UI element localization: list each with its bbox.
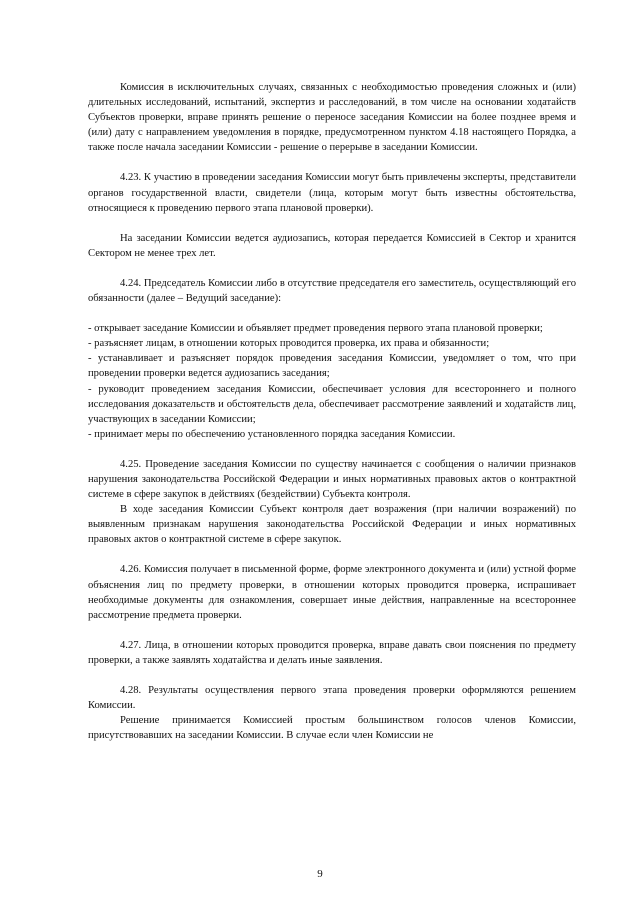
paragraph-4-23: 4.23. К участию в проведении заседания Комиссии могут быть привлечены эксперты, представители органов государственной власти, свидетели (лица, которым могут быть известны обстоятельства, относящиеся к проведению первого этапа плановой проверки). (88, 172, 576, 214)
paragraph-postponement: Комиссия в исключительных случаях, связанных с необходимостью проведения сложных и (или) длительных исследований, испытаний, экспертиз и расследований, в том числе на основании ходатайств Субъектов проверки, вправе принять решение о переносе заседания Комиссии на более позднее время и (или) дату с направлением уведомления в порядке, предусмотренном пунктом 4.18 настоящего Порядка, а также после начала заседании Комиссии - решение о перерыве в заседании Комиссии. (88, 82, 576, 154)
list-item: - устанавливает и разъясняет порядок проведения заседания Комиссии, уведомляет о том, что при проведении проверки ведется аудиозапись заседания; (88, 353, 576, 380)
paragraph-4-26: 4.26. Комиссия получает в письменной форме, форме электронного документа и (или) устной форме объяснения лиц по предмету проверки, в отношении которых проводится проверка, испрашивает необходимые документы для ознакомления, совершает иные действия, направленные на всестороннее рассмотрение предмета проверки. (88, 564, 576, 621)
document-body (88, 80, 576, 743)
list-item: - открывает заседание Комиссии и объявляет предмет проведения первого этапа плановой проверки; (88, 323, 543, 335)
list-item: - принимает меры по обеспечению установленного порядка заседания Комиссии. (88, 428, 456, 440)
paragraph-decision: Решение принимается Комиссией простым большинством голосов членов Комиссии, присутствовавших на заседании Комиссии. В случае если член Комиссии не (88, 715, 576, 742)
paragraph-4-28: 4.28. Результаты осуществления первого этапа проведения проверки оформляются решением Комиссии. (88, 685, 576, 712)
paragraph-4-27: 4.27. Лица, в отношении которых проводится проверка, вправе давать свои пояснения по предмету проверки, а также заявлять ходатайства и делать иные заявления. (88, 639, 576, 666)
paragraph-4-24: 4.24. Председатель Комиссии либо в отсутствие председателя его заместитель, осуществляющий его обязанности (далее – Ведущий заседание): (88, 277, 576, 305)
paragraph-audio-recording: На заседании Комиссии ведется аудиозапись, которая передается Комиссией в Сектор и хранится Сектором не менее трех лет. (88, 232, 576, 259)
paragraph-objections: В ходе заседания Комиссии Субъект контроля дает возражения (при наличии возражений) по выявленным признакам нарушения законодательства Российской Федерации и иных нормативных правовых актов о контрактной системе в сфере закупок. (88, 504, 576, 546)
list-item: - разъясняет лицам, в отношении которых проводится проверка, их права и обязанности; (88, 338, 490, 350)
list-item: - руководит проведением заседания Комиссии, обеспечивает условия для всестороннего и полного исследования доказательств и обстоятельств дела, обеспечивает рассмотрение заявлений и ходатайств лиц, участвующих в заседании Комиссии; (88, 383, 576, 425)
paragraph-4-25: 4.25. Проведение заседания Комиссии по существу начинается с сообщения о наличии признаков нарушения законодательства Российской Федерации и иных нормативных правовых актов о контрактной системе в сфере закупок в действиях (бездействии) Субъекта контроля. (88, 458, 576, 501)
page-number: 9 (317, 868, 323, 880)
